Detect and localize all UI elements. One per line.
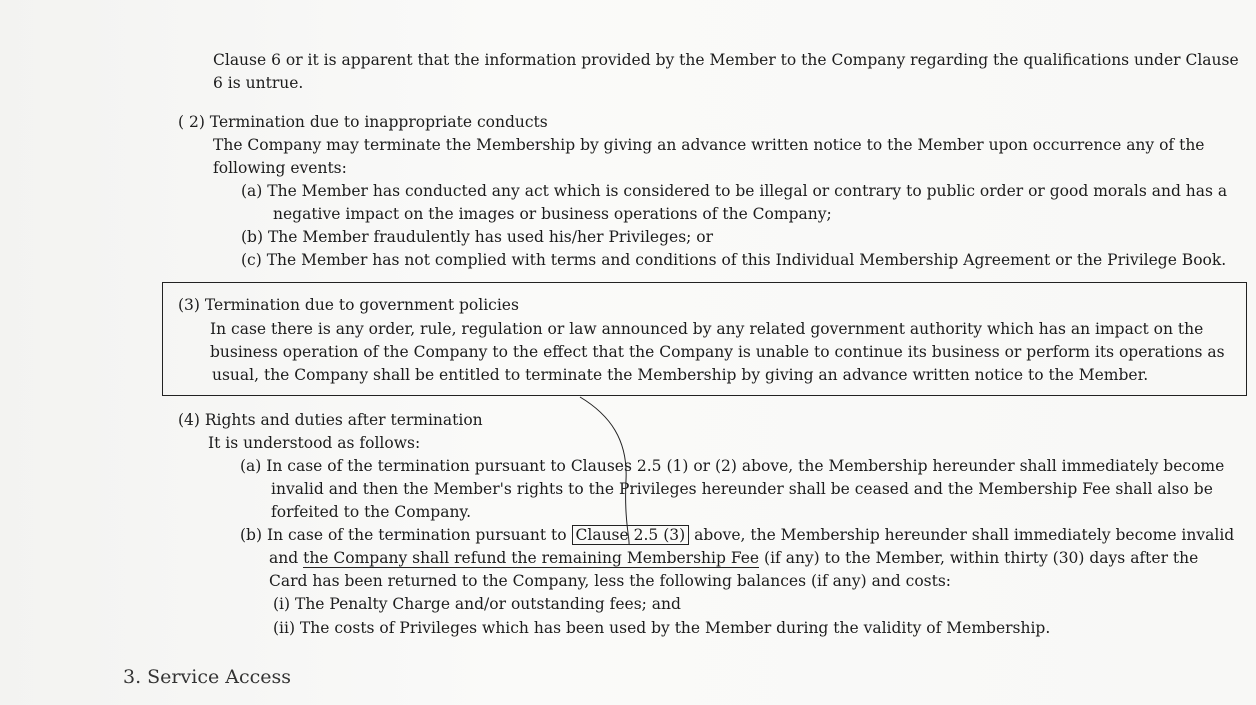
section-4-item-b-i: (i) The Penalty Charge and/or outstanding fees; and — [273, 595, 681, 613]
clause-2-5-3-highlight: Clause 2.5 (3) — [572, 525, 690, 545]
section-2-title: ( 2) Termination due to inappropriate conducts — [178, 113, 548, 131]
item-b-line-2-suffix: (if any) to the Member, within thirty (30) days after the — [764, 549, 1199, 567]
section-4-item-a-line-3: forfeited to the Company. — [271, 503, 472, 521]
section-4-item-a-line-2: invalid and then the Member's rights to the Privileges hereunder shall be ceased and the Membership Fee shall also be — [271, 480, 1213, 498]
refund-underline-text: the Company shall refund the remaining Membership Fee — [303, 549, 760, 567]
section-4-item-b-ii: (ii) The costs of Privileges which has been used by the Member during the validity of Membership. — [273, 619, 1051, 637]
intro-line-2: 6 is untrue. — [213, 74, 304, 92]
section-3-para-3: usual, the Company shall be entitled to terminate the Membership by giving an advance written notice to the Member. — [212, 366, 1149, 384]
section-3-title: (3) Termination due to government policies — [178, 296, 519, 314]
section-3-para-2: business operation of the Company to the effect that the Company is unable to continue its business or perform its operations as — [210, 343, 1225, 361]
section-4-intro: It is understood as follows: — [208, 434, 421, 452]
service-access-heading: 3. Service Access — [123, 666, 291, 688]
section-2-item-a-line-1: (a) The Member has conducted any act which is considered to be illegal or contrary to public order or good morals and has a — [241, 182, 1228, 200]
item-b-line-2-prefix: and — [269, 549, 299, 567]
section-4-item-b-line-3: Card has been returned to the Company, less the following balances (if any) and costs: — [269, 572, 952, 590]
section-2-item-b: (b) The Member fraudulently has used his/her Privileges; or — [241, 228, 714, 246]
section-4-item-a-line-1: (a) In case of the termination pursuant to Clauses 2.5 (1) or (2) above, the Membership hereunder shall immediately become — [240, 457, 1225, 475]
item-b-line-1-prefix: (b) In case of the termination pursuant to — [240, 526, 567, 544]
intro-line-1: Clause 6 or it is apparent that the information provided by the Member to the Company regarding the qualifications under Clause — [213, 51, 1239, 69]
section-2-para-2: following events: — [213, 159, 347, 177]
section-2-item-c: (c) The Member has not complied with terms and conditions of this Individual Membership Agreement or the Privilege Book. — [241, 251, 1227, 269]
section-3-para-1: In case there is any order, rule, regulation or law announced by any related government authority which has an impact on the — [210, 320, 1204, 338]
section-2-item-a-line-2: negative impact on the images or business operations of the Company; — [273, 205, 832, 223]
section-4-title: (4) Rights and duties after termination — [178, 411, 483, 429]
section-4-item-b-line-1 — [240, 525, 1234, 545]
section-2-para-1: The Company may terminate the Membership by giving an advance written notice to the Member upon occurrence any of the — [213, 136, 1205, 154]
item-b-line-1-suffix: above, the Membership hereunder shall immediately become invalid — [694, 526, 1235, 544]
section-4-item-b-line-2 — [269, 548, 1198, 568]
